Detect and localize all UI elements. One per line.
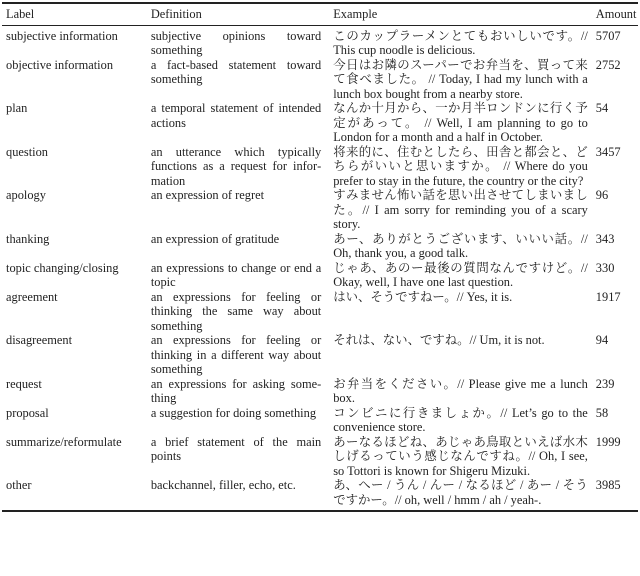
example-cell: お弁当をください。// Please give me a lunch box. — [333, 376, 588, 405]
example-cell: コンビニに行きましょか。// Let’s go to the convenience store. — [333, 405, 588, 434]
definition-cell: a brief statement of the main points — [150, 434, 322, 463]
table-header-row — [2, 3, 638, 25]
example-cell: このカップラーメンとてもおいしいです。// This cup noodle is delicious. — [333, 28, 588, 57]
definition-cell: a temporal statement of intended actions — [150, 101, 322, 130]
definition-cell: an expressions for feeling or thinking the same way about something — [150, 289, 322, 333]
definition-cell: an expressions to change or end a topic — [150, 260, 322, 289]
table-row — [2, 435, 638, 479]
table-row — [2, 101, 638, 145]
amount-cell: 5707 — [595, 28, 621, 43]
definition-cell: subjective opinions toward something — [150, 28, 322, 57]
label-cell: summarize/reformulate — [6, 434, 122, 449]
table-row — [2, 290, 638, 334]
table-row — [2, 145, 638, 189]
amount-cell: 239 — [595, 376, 615, 391]
definition-cell: an expression of gratitude — [150, 231, 280, 246]
label-cell: question — [6, 144, 48, 159]
amount-cell: 3457 — [595, 144, 621, 159]
label-cell: subjective information — [6, 28, 118, 43]
amount-cell: 330 — [595, 260, 615, 275]
header-label: Label — [2, 3, 147, 25]
table-row — [2, 406, 638, 435]
definition-cell: a suggestion for doing something — [150, 405, 317, 420]
example-cell: はい、そうですねー。// Yes, it is. — [333, 289, 513, 304]
definition-cell: an expressions for asking something — [150, 376, 322, 405]
table-row — [2, 333, 638, 377]
label-cell: disagreement — [6, 333, 73, 347]
amount-cell: 1999 — [595, 434, 621, 449]
example-cell: 今日はお隣のスーパーでお弁当を、買って来て食べました。 // Today, I had my lunch with a lunch box bought from a nearby store. — [333, 57, 588, 101]
header-definition: Definition — [147, 3, 325, 25]
table-row — [2, 188, 638, 232]
definition-cell: a fact-based statement toward something — [150, 57, 322, 86]
definition-cell: an expressions for feeling or thinking in a different way about something — [150, 333, 322, 376]
example-cell: すみません怖い話を思い出させてしまいました。// I am sorry for reminding you of a scary story. — [333, 188, 588, 231]
example-cell: それは、ない、ですね。// Um, it is not. — [333, 333, 545, 347]
amount-cell: 3985 — [595, 478, 621, 492]
table-row — [2, 25, 638, 58]
label-cell: objective information — [6, 57, 114, 72]
amount-cell: 58 — [595, 405, 609, 420]
amount-cell: 343 — [595, 231, 615, 246]
label-cell: topic changing/closing — [6, 260, 119, 275]
label-cell: proposal — [6, 405, 49, 420]
table-row — [2, 261, 638, 290]
table-row — [2, 478, 638, 511]
table-row — [2, 377, 638, 406]
table-row — [2, 58, 638, 102]
amount-cell: 94 — [595, 333, 609, 347]
example-cell: あ、へー / うん / んー / なるほど / あー / そうですかー。// oh, well / hmm / ah / yeah-. — [333, 478, 588, 507]
label-cell: agreement — [6, 289, 58, 304]
amount-cell: 96 — [595, 188, 609, 202]
amount-cell: 1917 — [595, 289, 621, 304]
definition-cell: backchannel, filler, echo, etc. — [150, 478, 296, 492]
label-cell: apology — [6, 188, 46, 202]
definition-cell: an expression of regret — [150, 188, 265, 202]
label-cell: thanking — [6, 231, 50, 246]
table-body — [2, 25, 638, 511]
example-cell: あー、ありがとうございます、いいい話。// Oh, thank you, a good talk. — [333, 231, 588, 260]
label-cell: other — [6, 478, 32, 492]
example-cell: 将来的に、住むとしたら、田舎と都会と、どちらがいいと思いますか。 // Where do you prefer to stay in the future, the country or the city? — [333, 144, 588, 188]
table-row — [2, 232, 638, 261]
header-example: Example — [325, 3, 592, 25]
label-cell: request — [6, 376, 42, 391]
example-cell: あーなるほどね、あじゃあ鳥取といえば水木しげるっていう感じなんですね。// Oh, I see, so Tottori is known for Shigeru Mizuki. — [333, 434, 588, 478]
amount-cell: 2752 — [595, 57, 621, 72]
dialogue-act-table — [2, 2, 638, 512]
example-cell: なんか十月から、一か月半ロンドンに行く予定があって。 // Well, I am planning to go to London for a month and a half in October. — [333, 101, 588, 144]
definition-cell: an utterance which typically functions as a request for information — [150, 144, 322, 188]
amount-cell: 54 — [595, 101, 609, 115]
example-cell: じゃあ、あのー最後の質問なんですけど。// Okay, well, I have one last question. — [333, 260, 588, 289]
header-amount: Amount — [592, 3, 638, 25]
label-cell: plan — [6, 101, 28, 115]
